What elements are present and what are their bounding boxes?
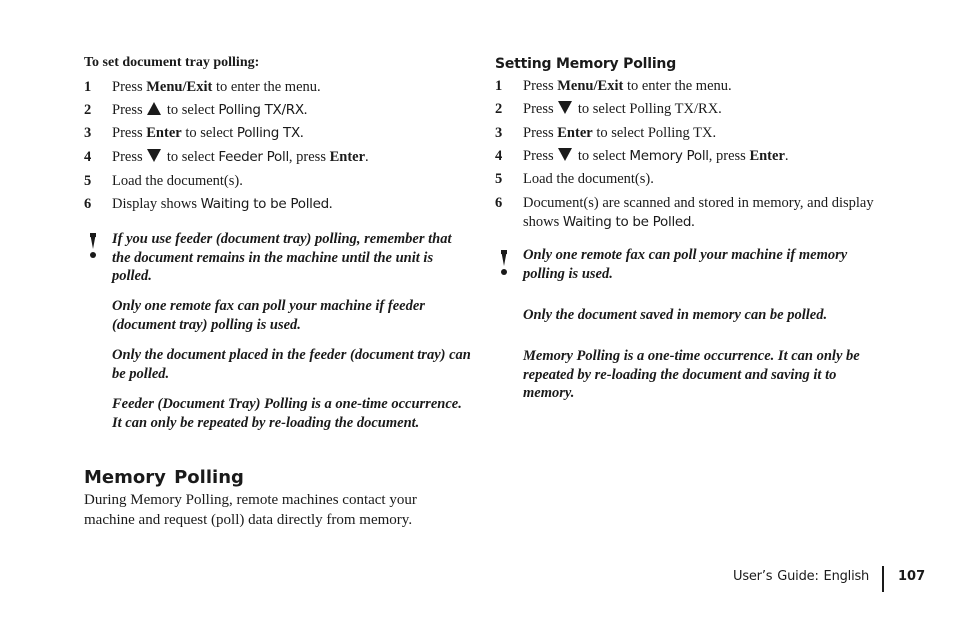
key-name: Enter <box>329 149 366 165</box>
display-text: Waiting to be Polled <box>562 214 692 230</box>
footer-divider <box>882 566 884 592</box>
step-text: . <box>328 196 333 212</box>
note-text: Only one remote fax can poll your machine if memory polling is used. <box>523 247 848 282</box>
note-text: Only one remote fax can poll your machine if feeder (document tray) polling is used. <box>112 298 425 333</box>
section-title: Memory Polling <box>84 467 244 488</box>
step-text: Document(s) are scanned and stored in memory, and display shows <box>523 195 874 230</box>
note-text: Only the document placed in the feeder (document tray) can be polled. <box>112 347 471 382</box>
down-arrow-icon <box>147 149 161 162</box>
page-number: 107 <box>898 569 926 584</box>
step-number: 6 <box>495 195 503 211</box>
display-text: Waiting to be Polled <box>200 196 329 212</box>
step-number: 5 <box>84 173 92 189</box>
guide-label: User’s Guide: English <box>733 569 870 584</box>
step-text: to select <box>574 148 630 164</box>
display-text: Polling TX <box>236 125 300 141</box>
up-arrow-icon <box>147 102 161 115</box>
step-text: . <box>365 149 369 165</box>
step-text: , press <box>288 149 330 165</box>
step-text: to enter the menu. <box>212 79 321 95</box>
step-text: Display shows <box>112 196 201 212</box>
section-body: During Memory Polling, remote machines contact your machine and request (poll) data directly from memory. <box>84 492 417 528</box>
step-number: 4 <box>495 148 503 164</box>
display-text: Polling TX/RX <box>218 102 304 118</box>
key-name: Enter <box>557 125 593 141</box>
step-number: 4 <box>84 149 92 165</box>
key-name: Menu/Exit <box>557 78 624 94</box>
step-text: Press <box>523 125 558 141</box>
step-text: to select <box>163 102 219 118</box>
step-text: Load the document(s). <box>112 173 243 189</box>
note-text: If you use feeder (document tray) polling, remember that the document remains in the machine until the unit is polled. <box>112 231 452 284</box>
step-number: 6 <box>84 196 92 212</box>
key-name: Enter <box>146 125 182 141</box>
step-number: 5 <box>495 171 503 187</box>
step-text: Press <box>523 148 558 164</box>
page-footer <box>0 566 954 596</box>
step-text: . <box>299 125 304 141</box>
step-number: 3 <box>495 125 503 141</box>
display-text: Memory Poll <box>629 148 709 164</box>
down-arrow-icon <box>558 101 572 114</box>
tray-polling-heading: To set document tray polling: <box>84 55 260 70</box>
step-text: Press <box>112 79 147 95</box>
step-number: 2 <box>495 101 503 117</box>
step-text: Press <box>523 101 558 117</box>
memory-polling-heading: Setting Memory Polling <box>495 56 677 72</box>
step-text: Press <box>523 78 558 94</box>
note-text: Only the document saved in memory can be polled. <box>523 307 828 323</box>
step-text: , press <box>708 148 750 164</box>
step-text: Press <box>112 125 147 141</box>
step-text: . <box>784 148 789 164</box>
step-number: 1 <box>495 78 503 94</box>
step-text: . <box>303 102 308 118</box>
step-text: Load the document(s). <box>523 171 654 187</box>
note-text: Feeder (Document Tray) Polling is a one-time occurrence. It can only be repeated by re-loading the document. <box>112 396 462 431</box>
step-text: to select <box>163 149 219 165</box>
step-text: to select Polling TX/RX. <box>574 101 722 117</box>
step-text: to enter the menu. <box>623 78 732 94</box>
display-text: Feeder Poll <box>218 149 289 165</box>
step-text: to select Polling TX. <box>592 125 717 141</box>
down-arrow-icon <box>558 148 572 161</box>
key-name: Enter <box>749 148 785 164</box>
step-text: Press <box>112 149 147 165</box>
note-text: Memory Polling is a one-time occurrence. It can only be repeated by re-loading the document and saving it to memory. <box>523 348 860 401</box>
step-text: Press <box>112 102 147 118</box>
key-name: Menu/Exit <box>146 79 213 95</box>
step-number: 1 <box>84 79 92 95</box>
step-number: 3 <box>84 125 92 141</box>
step-text: . <box>691 214 695 230</box>
step-number: 2 <box>84 102 92 118</box>
step-text: to select <box>181 125 237 141</box>
